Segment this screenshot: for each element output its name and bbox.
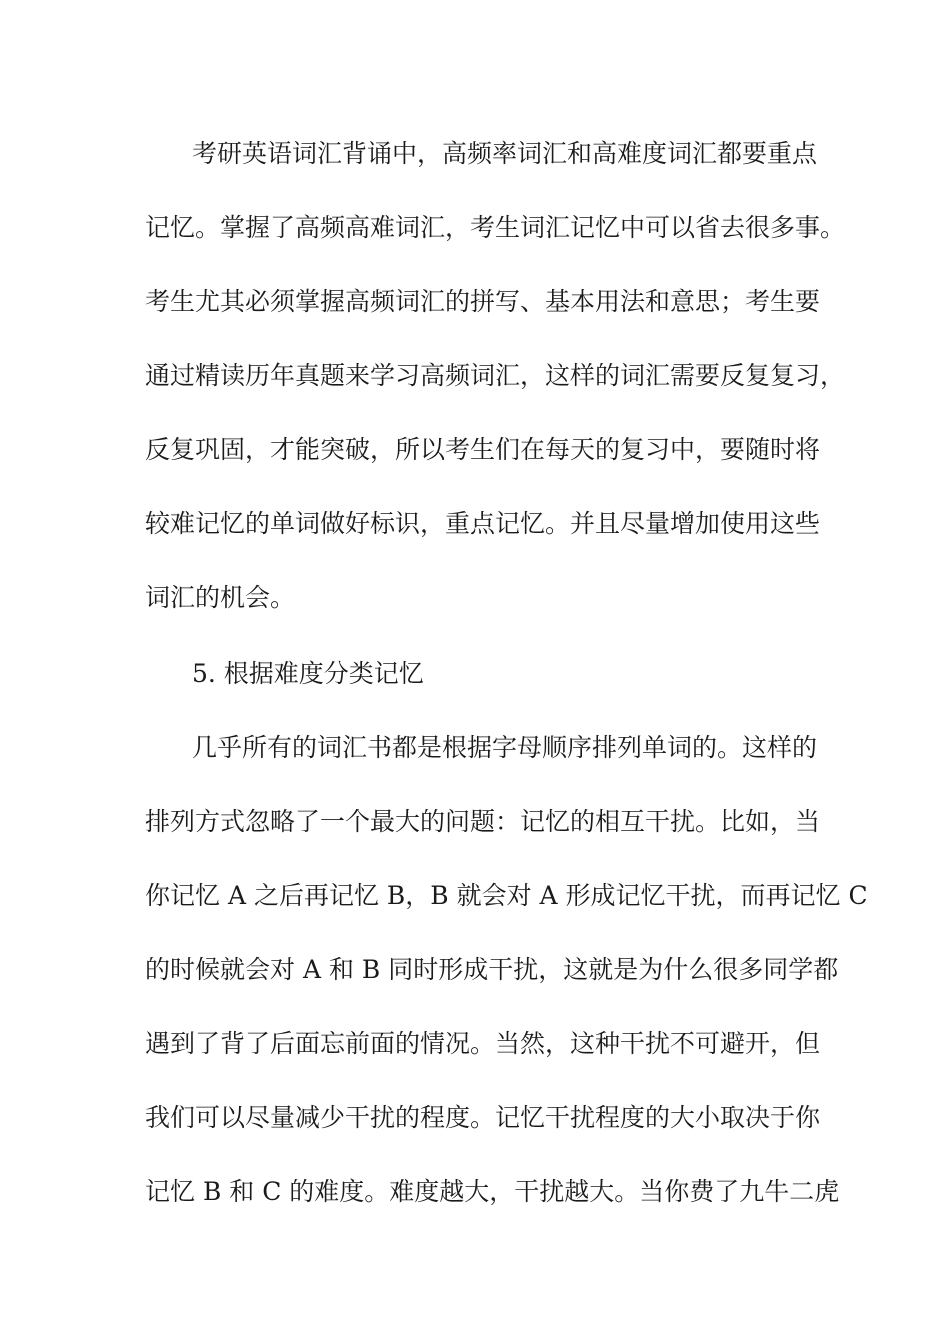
paragraph-line: 考生尤其必须掌握高频词汇的拼写、基本用法和意思；考生要: [145, 287, 821, 316]
paragraph-line: 词汇的机会。: [145, 583, 296, 612]
paragraph-line: 排列方式忽略了一个最大的问题：记忆的相互干扰。比如，当: [145, 807, 821, 836]
paragraph-line: 记忆 B 和 C 的难度。难度越大，干扰越大。当你费了九牛二虎: [145, 1177, 840, 1206]
paragraph-line: 你记忆 A 之后再记忆 B，B 就会对 A 形成记忆干扰，而再记忆 C: [145, 881, 868, 910]
paragraph-line: 较难记忆的单词做好标识，重点记忆。并且尽量增加使用这些: [145, 509, 821, 538]
paragraph-line: 几乎所有的词汇书都是根据字母顺序排列单词的。这样的: [192, 733, 818, 762]
section-heading: 5. 根据难度分类记忆: [192, 659, 424, 688]
paragraph-line: 的时候就会对 A 和 B 同时形成干扰，这就是为什么很多同学都: [145, 955, 839, 984]
paragraph-line: 我们可以尽量减少干扰的程度。记忆干扰程度的大小取决于你: [145, 1103, 821, 1132]
paragraph-line: 考研英语词汇背诵中，高频率词汇和高难度词汇都要重点: [192, 139, 818, 168]
paragraph-line: 记忆。掌握了高频高难词汇，考生词汇记忆中可以省去很多事。: [145, 213, 846, 242]
paragraph-line: 通过精读历年真题来学习高频词汇，这样的词汇需要反复复习，: [145, 361, 846, 390]
paragraph-line: 反复巩固，才能突破，所以考生们在每天的复习中，要随时将: [145, 435, 821, 464]
paragraph-line: 遇到了背了后面忘前面的情况。当然，这种干扰不可避开，但: [145, 1029, 821, 1058]
